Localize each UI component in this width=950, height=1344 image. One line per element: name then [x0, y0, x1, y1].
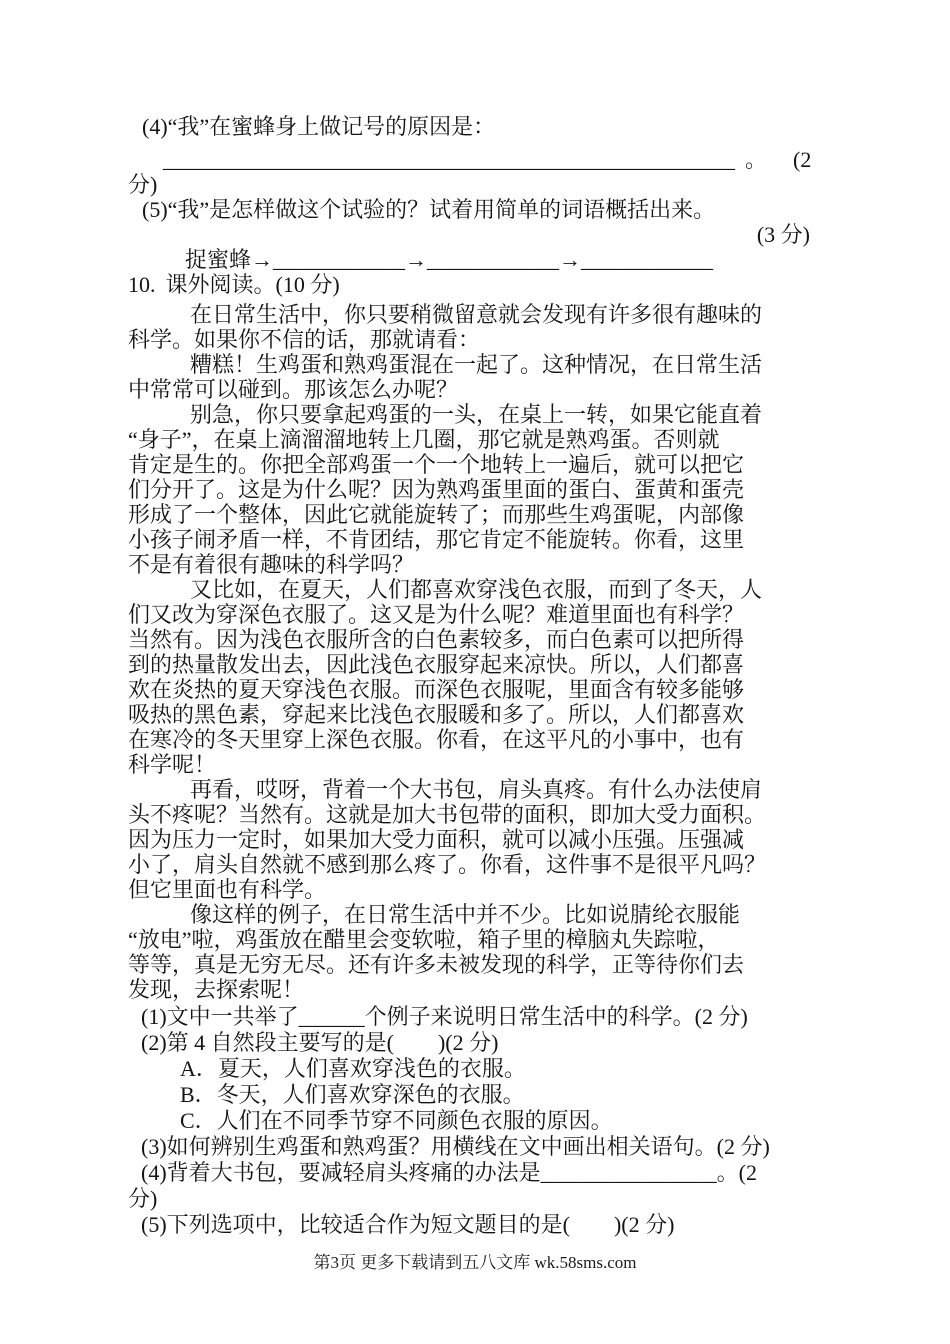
passage-line: 科学。如果你不信的话，那就请看：: [128, 327, 481, 352]
sub-question-line: B．冬天，人们喜欢穿深色的衣服。: [180, 1082, 525, 1107]
passage-line: 再看，哎呀，背着一个大书包，肩头真疼。有什么办法使肩: [190, 777, 763, 802]
passage-line: 但它里面也有科学。: [128, 877, 327, 902]
passage-line: 又比如，在夏天，人们都喜欢穿浅色衣服，而到了冬天，人: [190, 577, 763, 602]
passage-line: “身子”，在桌上滴溜溜地转上几圈，那它就是熟鸡蛋。否则就: [128, 427, 720, 452]
sub-question-line: (4)背着大书包，要减轻肩头疼痛的办法是________________。(2: [141, 1160, 757, 1185]
answer-blank: ____________________________________________________: [163, 147, 735, 172]
passage-line: 别急，你只要拿起鸡蛋的一头，在桌上一转，如果它能直着: [190, 402, 763, 427]
passage-line: 们又改为穿深色衣服了。这又是为什么呢？难道里面也有科学？: [128, 602, 745, 627]
passage-line: 小了，肩头自然就不感到那么疼了。你看，这件事不是很平凡吗？: [128, 852, 767, 877]
passage-line: 欢在炎热的夏天穿浅色衣服。而深色衣服呢，里面含有较多能够: [128, 677, 745, 702]
sub-questions: [128, 1004, 818, 1238]
page-footer: 第3页 更多下载请到五八文库 wk.58sms.com: [313, 1253, 637, 1272]
passage-line: 因为压力一定时，如果加大受力面积，就可以减小压强。压强减: [128, 827, 745, 852]
passage-line: 在日常生活中，你只要稍微留意就会发现有许多很有趣味的: [190, 302, 763, 327]
passage-line: 形成了一个整体，因此它就能旋转了；而那些生鸡蛋呢，内部像: [128, 502, 745, 527]
question-10-number: 10.: [128, 272, 156, 297]
passage-line: 肯定是生的。你把全部鸡蛋一个一个地转上一遍后，就可以把它: [128, 452, 745, 477]
sub-question-line: A．夏天，人们喜欢穿浅色的衣服。: [180, 1056, 526, 1081]
question-10-title: 课外阅读。: [165, 272, 276, 297]
question-5-prompt: (5)“我”是怎样做这个试验的？试着用简单的词语概括出来。: [142, 197, 716, 222]
passage-line: 糟糕！生鸡蛋和熟鸡蛋混在一起了。这种情况，在日常生活: [190, 352, 763, 377]
passage-line: 当然有。因为浅色衣服所含的白色素较多，而白色素可以把所得: [128, 627, 745, 652]
test-paper-content: [128, 114, 818, 1238]
passage-line: 吸热的黑色素，穿起来比浅色衣服暖和多了。所以，人们都喜欢: [128, 702, 745, 727]
passage-line: 发现，去探索呢！: [128, 977, 305, 1002]
sub-question-line: (1)文中一共举了______个例子来说明日常生活中的科学。(2 分): [141, 1004, 748, 1029]
passage-line: 科学呢！: [128, 752, 217, 777]
question-4-score-open: (2: [793, 147, 812, 172]
sub-question-line: 分): [128, 1186, 158, 1211]
question-4-answer-line: [128, 139, 818, 172]
passage-line: 在寒冷的冬天里穿上深色衣服。你看，在这平凡的小事中，也有: [128, 727, 745, 752]
question-5-score: (3 分): [756, 222, 810, 247]
sub-question-line: (2)第 4 自然段主要写的是( )(2 分): [141, 1030, 499, 1055]
answer-period: 。: [745, 147, 768, 172]
passage-line: 像这样的例子，在日常生活中并不少。比如说腈纶衣服能: [190, 902, 741, 927]
passage-line: 们分开了。这是为什么呢？因为熟鸡蛋里面的蛋白、蛋黄和蛋壳: [128, 477, 745, 502]
sub-question-line: (3)如何辨别生鸡蛋和熟鸡蛋？用横线在文中画出相关语句。(2 分): [141, 1134, 770, 1159]
passage-line: 头不疼呢？当然有。这就是加大书包带的面积，即加大受力面积。: [128, 802, 767, 827]
sub-question-line: (5)下列选项中，比较适合作为短文题目的是( )(2 分): [141, 1212, 675, 1237]
passage-line: 等等，真是无穷无尽。还有许多未被发现的科学，正等待你们去: [128, 952, 745, 977]
passage-line: 到的热量散发出去，因此浅色衣服穿起来凉快。所以，人们都喜: [128, 652, 745, 677]
sub-question-line: C．人们在不同季节穿不同颜色衣服的原因。: [180, 1108, 613, 1133]
question-10-heading: [128, 272, 818, 297]
passage-line: “放电”啦，鸡蛋放在醋里会变软啦，箱子里的樟脑丸失踪啦，: [128, 927, 720, 952]
question-10-score: (10 分): [275, 272, 340, 297]
passage-line: 不是有着很有趣味的科学吗？: [128, 552, 415, 577]
question-4-prompt: (4)“我”在蜜蜂身上做记号的原因是：: [142, 114, 496, 139]
reading-passage: [128, 302, 818, 1002]
passage-line: 中常常可以碰到。那该怎么办呢？: [128, 377, 459, 402]
passage-line: 小孩子闹矛盾一样，不肯团结，那它肯定不能旋转。你看，这里: [128, 527, 745, 552]
question-4-score-wrap: 分): [128, 172, 158, 197]
question-5-flow-blanks: 捉蜜蜂→____________→____________→____________: [185, 247, 714, 272]
